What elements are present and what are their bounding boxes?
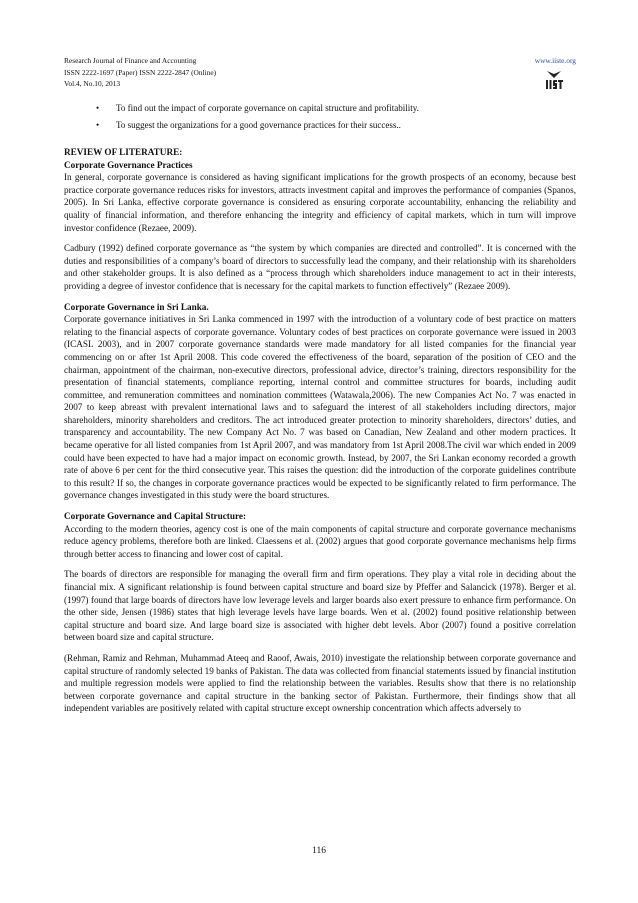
- cg-srilanka-heading: Corporate Governance in Sri Lanka.: [64, 301, 209, 312]
- cg-capital-heading: Corporate Governance and Capital Structure:: [64, 511, 247, 522]
- cg-capital-paragraph-3: (Rehman, Ramiz and Rehman, Muhammad Ateeq and Raoof, Awais, 2010) investigate the relationship between corporate governance and capital structure of randomly selected 19 banks of Pakistan. The data was collected from financial statements issued by financial institution and multiple regression models were applied to find the relationship between the variables. Results show that there is no relationship between corporate governance and capital structure in the banking sector of Pakistan. Furthermore, their findings show that all independent variables are positively related with capital structure except ownership concentration which affects adversely to: [64, 652, 576, 714]
- page-number: 116: [312, 846, 326, 856]
- journal-name: Research Journal of Finance and Accounting: [64, 56, 197, 65]
- page-header: [64, 55, 576, 107]
- cg-practices-paragraph-1: In general, corporate governance is considered as having significant implications for the growth prospects of an economy, because best practice corporate governance reduces risks for investors, attracts investment capital and improves the performance of companies (Spanos, 2005). In Sri Lanka, effective corporate governance is considered as ensuring corporate accountability, enhancing the reliability and quality of financial information, and therefore enhancing the integrity and efficiency of capital markets, which in turn will improve investor confidence (Rezaee, 2009).: [64, 172, 576, 233]
- issn-line: ISSN 2222-1697 (Paper) ISSN 2222-2847 (Online): [64, 67, 217, 77]
- journal-url-link[interactable]: www.iiste.org: [534, 56, 576, 65]
- review-heading: REVIEW OF LITERATURE:: [64, 147, 183, 157]
- cg-srilanka-paragraph: Corporate governance initiatives in Sri Lanka commenced in 1997 with the introduction of a voluntary code of best practice on matters relating to the financial aspects of corporate governance. Voluntary codes of best practices on corporate governance were issued in 2003 (ICASL 2003), and in 2007 corporate governance standards were made mandatory for all listed companies for the financial year commencing on or after 1st April 2008. This code covered the effectiveness of the board, separation of the position of CEO and the chairman, appointment of the chairman, non-executive directors, professional advice, director’s training, directors responsibility for the presentation of financial statements, compliance reporting, internal control and committee structures for boards, including audit committee, and remuneration committees and nomination committees (Watawala,2006). The new Companies Act No. 7 was enacted in 2007 to keep abreast with prevalent international laws and to safeguard the interest of all stakeholders including directors, major shareholders, minority shareholders and creditors. The act introduced greater protection to minority shareholders, directors’ duties, and transparency and accountability. The new Company Act No. 7 was based on Canadian, New Zealand and other modern practices. It became operative for all listed companies from 1st April 2007, and was mandatory from 1st April 2008.The civil war which ended in 2009 could have been expected to have had a major impact on economic growth. Instead, by 2007, the Sri Lankan economy recorded a growth rate of above 6 per cent for the third consecutive year. This raises the question: did the introduction of the corporate guidelines contribute to this result? If so, the changes in corporate governance practices would be expected to be significantly related to firm performance. The governance changes investigated in this study were the board structures.: [64, 314, 576, 501]
- cg-capital-paragraph-1: According to the modern theories, agency cost is one of the main components of capital structure and corporate governance mechanisms reduce agency problems, therefore both are linked. Claessens et al. (2002) argues that good corporate governance mechanisms help firms through better access to financing and lower cost of capital.: [64, 523, 576, 559]
- cg-practices-paragraph-2: Cadbury (1992) defined corporate governance as “the system by which companies are directed and controlled”. It is concerned with the duties and responsibilities of a company’s board of directors to successfully lead the company, and their relationship with its shareholders and other stakeholder groups. It is also defined as a “process through which shareholders induce management to act in their interests, providing a degree of investor confidence that is necessary for the capital markets to function effectively” (Rezaee 2009).: [64, 243, 576, 291]
- iiste-logo-icon: [544, 69, 564, 91]
- volume-line: Vol.4, No.10, 2013: [64, 79, 121, 89]
- cg-capital-paragraph-2: The boards of directors are responsible for managing the overall firm and firm operations. They play a vital role in deciding about the financial mix. A significant relationship is found between capital structure and board size by Pfeffer and Salancick (1978). Berger et al. (1997) found that large boards of directors have low leverage levels and larger boards also exert pressure to enhance firm performance. On the other side, Jensen (1986) states that high leverage levels have large boards. Wen et al. (2002) found positive relationship between capital structure and board size. And large board size is associated with higher debt levels. Abor (2007) found a positive correlation between board size and capital structure.: [64, 569, 576, 643]
- list-item: • To find out the impact of corporate governance on capital structure and profitability.: [96, 103, 419, 113]
- cg-practices-heading: Corporate Governance Practices: [64, 159, 193, 170]
- page-body: [64, 101, 576, 715]
- objectives-list: [64, 101, 576, 132]
- list-item: • To suggest the organizations for a good governance practices for their success..: [96, 120, 401, 130]
